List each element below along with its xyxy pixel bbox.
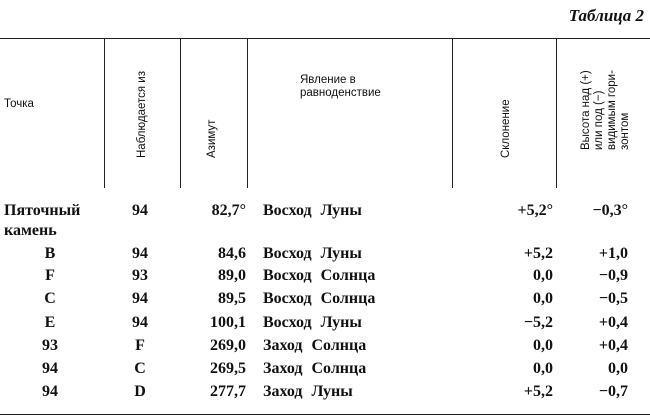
cell-event: Восход Солнца (263, 290, 376, 307)
cell-point-line2: камень (4, 222, 57, 239)
cell-altitude: +1,0 (598, 245, 628, 262)
cell-point: 94 (42, 360, 58, 377)
table-caption: Таблица 2 (568, 6, 644, 25)
cell-altitude: −0,3° (592, 202, 628, 219)
cell-point: F (45, 267, 55, 284)
cell-observed-from: C (134, 360, 146, 377)
cell-declination: +5,2° (517, 202, 553, 219)
header-altitude (580, 70, 632, 150)
header-altitude-line2: или под (−) (593, 90, 605, 150)
cell-point: C (44, 290, 56, 307)
column-divider (104, 38, 105, 188)
cell-azimuth: 89,5 (218, 290, 246, 307)
cell-point: B (44, 245, 56, 262)
cell-point: Пяточный (4, 202, 81, 219)
cell-azimuth: 269,5 (210, 360, 246, 377)
cell-event: Восход Луны (263, 202, 362, 219)
cell-observed-from: D (134, 383, 146, 400)
cell-altitude: 0,0 (608, 360, 628, 377)
cell-altitude: +0,4 (598, 337, 628, 354)
cell-azimuth: 277,7 (210, 383, 246, 400)
cell-observed-from: 93 (132, 267, 148, 284)
cell-declination: 0,0 (533, 337, 553, 354)
cell-point: 94 (42, 383, 58, 400)
cell-declination: 0,0 (533, 290, 553, 307)
header-azimuth: Азимут (206, 119, 218, 158)
cell-event: Восход Луны (263, 314, 362, 331)
cell-observed-from: 94 (132, 314, 148, 331)
header-altitude-line3: видимым гори- (606, 70, 618, 150)
cell-event: Заход Солнца (263, 337, 367, 354)
cell-point: 93 (42, 337, 58, 354)
cell-declination: +5,2 (523, 383, 553, 400)
column-divider (180, 38, 181, 188)
column-divider (452, 38, 453, 188)
cell-azimuth: 269,0 (210, 337, 246, 354)
header-event-line1: Явление в (300, 74, 356, 86)
cell-point: E (44, 314, 56, 331)
cell-declination: 0,0 (533, 360, 553, 377)
bottom-rule (0, 414, 650, 415)
cell-azimuth: 84,6 (218, 245, 246, 262)
header-observed-from: Наблюдается из (136, 71, 148, 158)
cell-altitude: −0,9 (598, 267, 628, 284)
cell-azimuth: 82,7° (211, 202, 246, 219)
header-altitude-line4: зонтом (619, 112, 631, 150)
cell-observed-from: 94 (132, 245, 148, 262)
cell-event: Заход Солнца (263, 360, 367, 377)
cell-altitude: −0,7 (598, 383, 628, 400)
cell-azimuth: 89,0 (218, 267, 246, 284)
header-event (300, 74, 381, 100)
header-declination: Склонение (500, 99, 512, 158)
cell-declination: 0,0 (533, 267, 553, 284)
header-altitude-line1: Высота над (+) (580, 70, 592, 150)
column-divider (556, 38, 557, 188)
cell-observed-from: 94 (132, 202, 148, 219)
cell-event: Восход Луны (263, 245, 362, 262)
cell-azimuth: 100,1 (210, 314, 246, 331)
column-divider (247, 38, 248, 188)
cell-event: Заход Луны (263, 383, 353, 400)
header-point: Точка (4, 98, 34, 110)
cell-altitude: +0,4 (598, 314, 628, 331)
cell-observed-from: 94 (132, 290, 148, 307)
top-rule (0, 38, 650, 39)
cell-declination: −5,2 (523, 314, 553, 331)
header-event-line2: равноденствие (300, 87, 381, 99)
cell-event: Восход Солнца (263, 267, 376, 284)
cell-declination: +5,2 (523, 245, 553, 262)
cell-observed-from: F (135, 337, 145, 354)
cell-altitude: −0,5 (598, 290, 628, 307)
